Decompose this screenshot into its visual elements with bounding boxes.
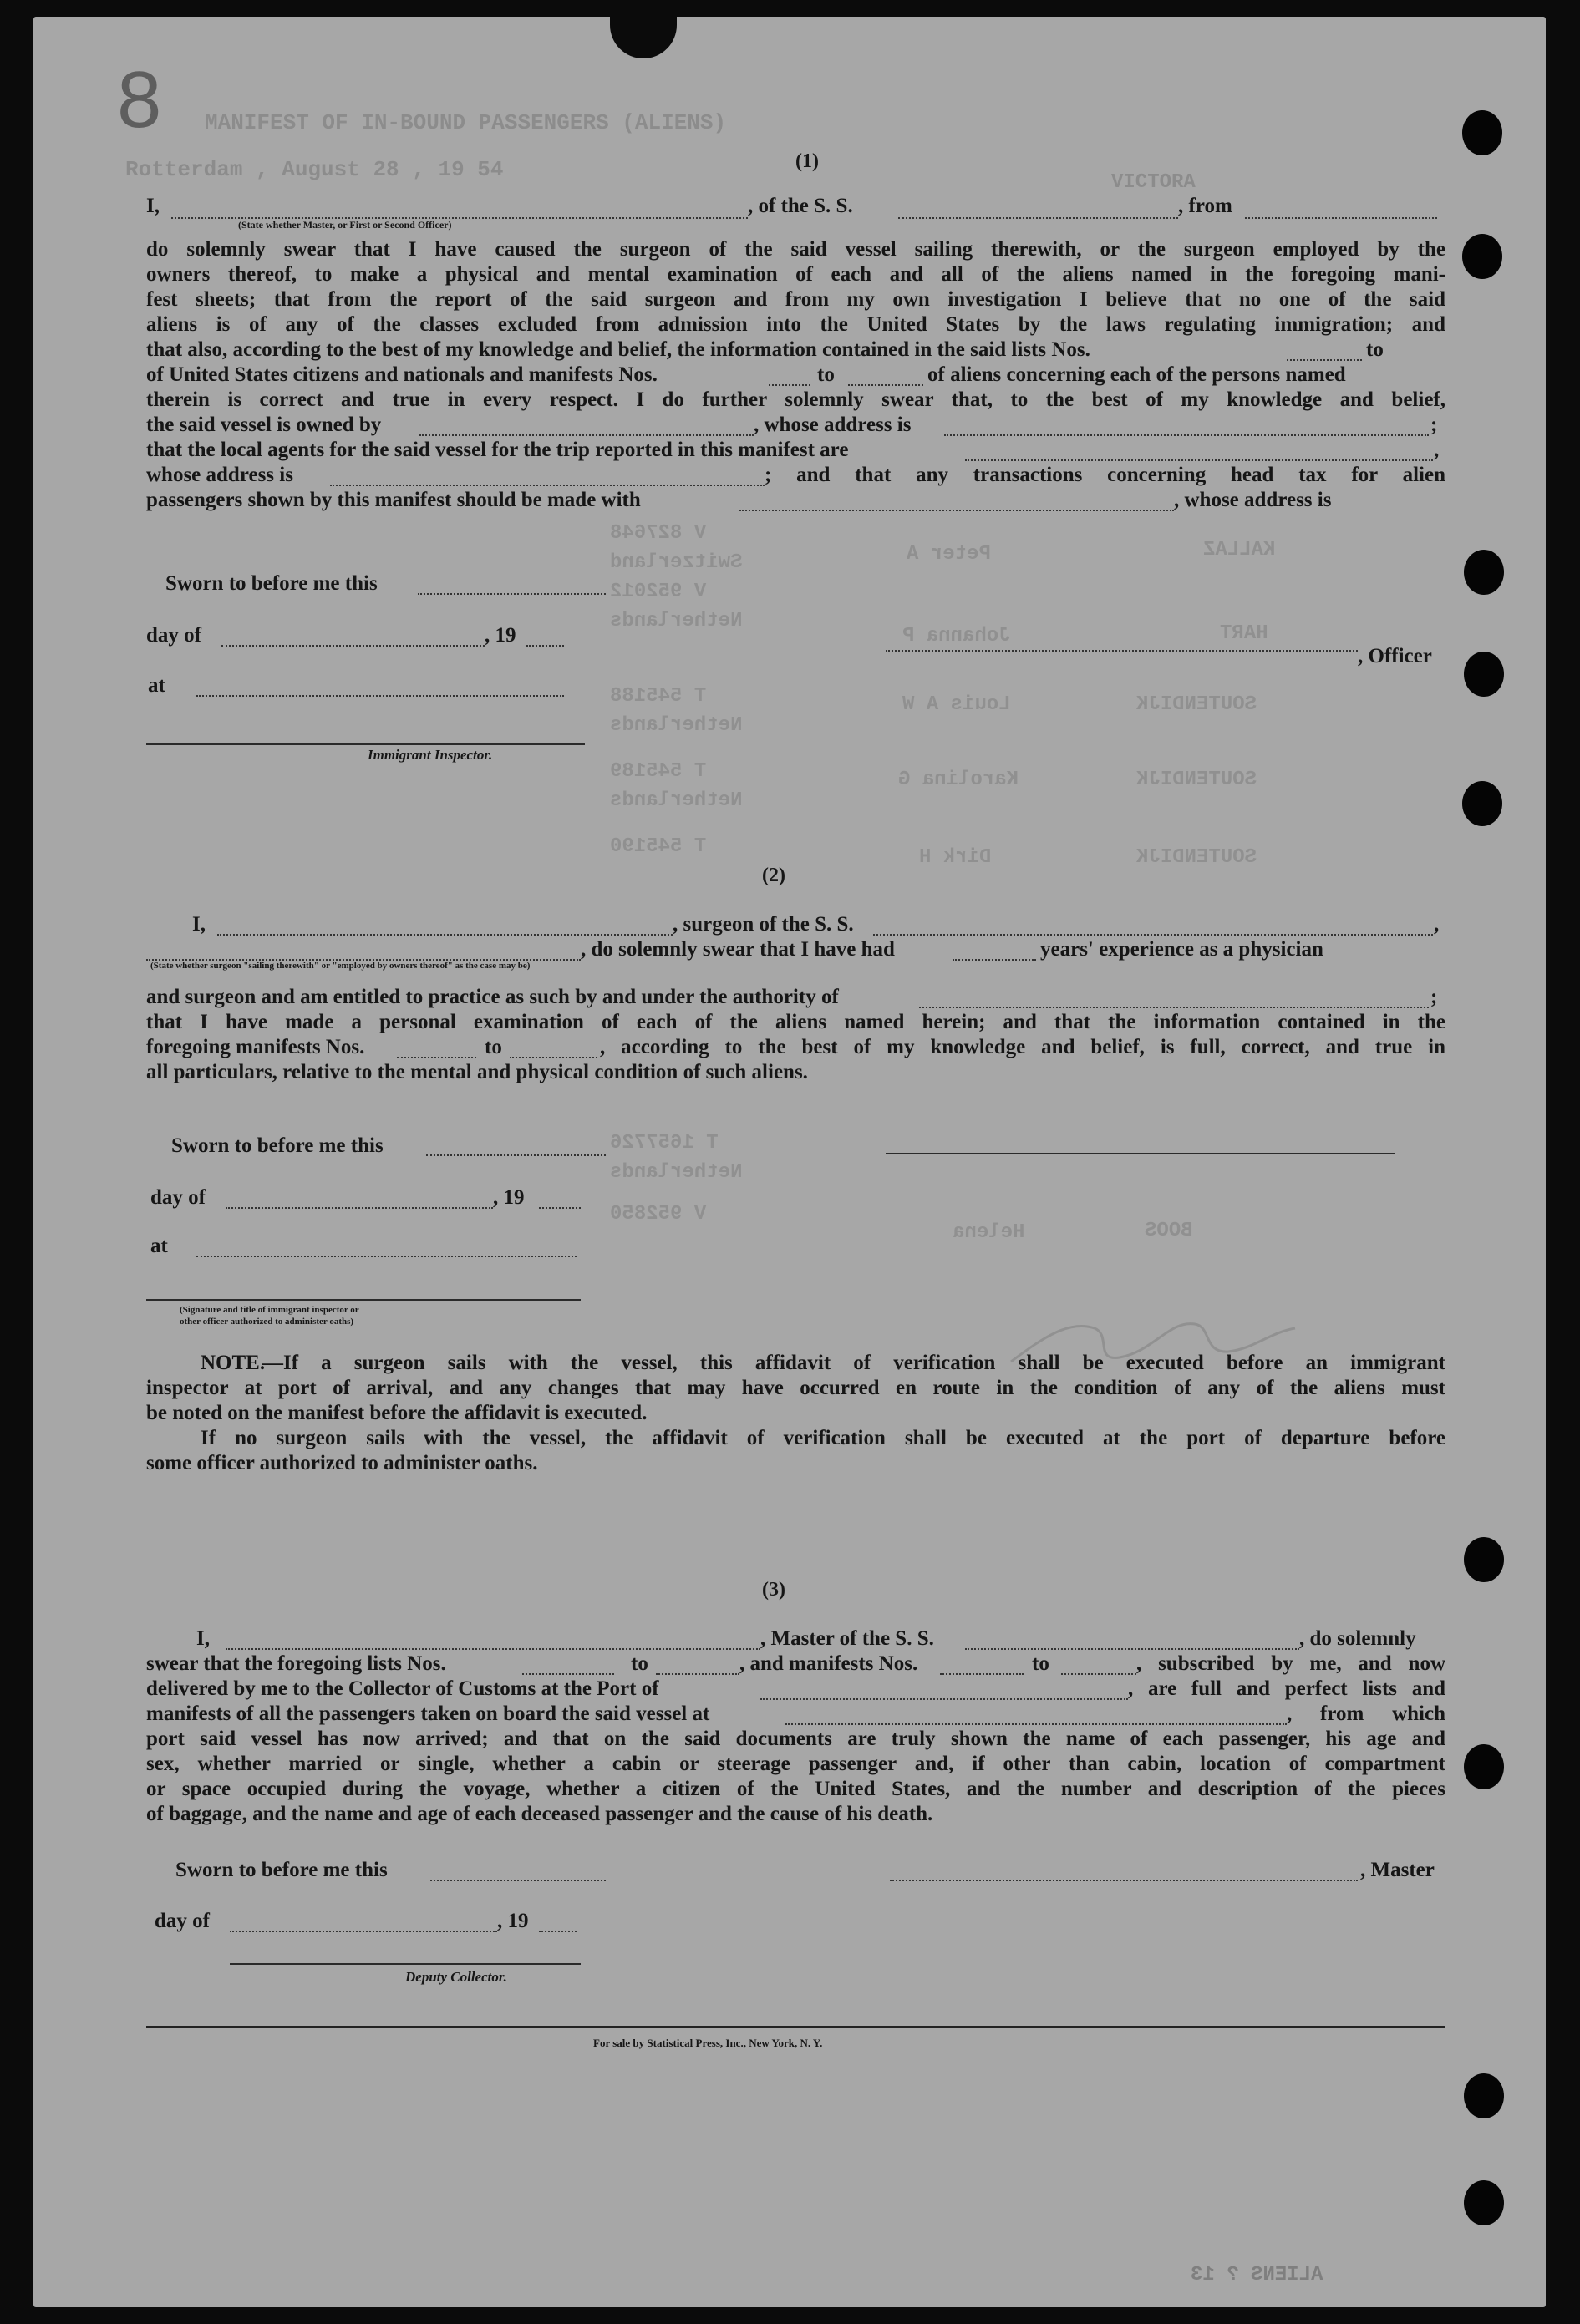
bleed-text: T 1657726 bbox=[610, 1132, 719, 1154]
bleed-text: Netherlands bbox=[610, 610, 743, 632]
day-blank bbox=[221, 645, 485, 647]
i-label: I, bbox=[146, 195, 160, 217]
comma: , bbox=[1434, 913, 1440, 936]
bottom-mark: ALIENS ? 13 bbox=[1191, 2264, 1323, 2286]
lists-text: that also, according to the best of my knowledge and belief, the information contained in the said lists Nos. bbox=[146, 338, 1090, 361]
bleed-text: Peter A bbox=[907, 543, 991, 566]
punch-hole bbox=[1464, 2180, 1504, 2225]
inspector-signature-line bbox=[146, 743, 585, 745]
bleed-text: SOUTENDIJK bbox=[1136, 693, 1257, 716]
manifest-from-blank bbox=[397, 1057, 476, 1058]
inspector-label: Immigrant Inspector. bbox=[368, 747, 493, 763]
lists-from-blank bbox=[522, 1673, 614, 1675]
faint-signature bbox=[994, 1286, 1312, 1378]
at-blank bbox=[196, 1256, 577, 1257]
master-ship-blank bbox=[965, 1648, 1299, 1650]
lists-text: swear that the foregoing lists Nos. bbox=[146, 1652, 446, 1675]
master-ss-label: , Master of the S. S. bbox=[760, 1627, 934, 1650]
to-label: to bbox=[1366, 338, 1384, 361]
passengers-text: passengers shown by this manifest should be made with bbox=[146, 489, 641, 511]
signature-caption: (Signature and title of immigrant inspector or bbox=[180, 1305, 359, 1315]
head-tax-text: ; and that any transactions concerning head tax for alien bbox=[765, 464, 1445, 486]
note-line: be noted on the manifest before the affidavit is executed. bbox=[146, 1402, 648, 1424]
perfect-lists-text: , are full and perfect lists and bbox=[1128, 1677, 1445, 1700]
sworn-blank bbox=[418, 593, 606, 595]
manifests-text: foregoing manifests Nos. bbox=[146, 1036, 365, 1058]
from-which-text: , from which bbox=[1287, 1702, 1445, 1725]
signature-caption: other officer authorized to administer oaths) bbox=[180, 1317, 354, 1327]
master-signature-blank bbox=[890, 1880, 1358, 1881]
at-blank bbox=[196, 695, 564, 697]
sworn-label: Sworn to before me this bbox=[175, 1859, 388, 1881]
day-of-label: day of bbox=[146, 624, 201, 647]
affidavit1-line: fest sheets; that from the report of the said surgeon and from my own investigation I believe that no one of the said bbox=[146, 288, 1445, 311]
affidavit1-line: therein is correct and true in every respect. I do further solemnly swear that, to the best of my knowledge and belief, bbox=[146, 388, 1445, 411]
bleed-text: Netherlands bbox=[610, 714, 743, 737]
do-solemnly-label: , do solemnly bbox=[1299, 1627, 1416, 1650]
lists-to-blank bbox=[656, 1673, 739, 1675]
manifest-to-blank bbox=[510, 1057, 597, 1058]
manifest-page bbox=[33, 17, 1546, 2307]
at-label: at bbox=[150, 1235, 168, 1257]
address-text: , whose address is bbox=[1174, 489, 1332, 511]
punch-hole bbox=[1464, 652, 1504, 697]
from-port-blank bbox=[1245, 217, 1437, 219]
affidavit3-line: sex, whether married or single, whether a cabin or steerage passenger and, if other than cabin, location of compartment bbox=[146, 1753, 1445, 1775]
paper-notch bbox=[610, 17, 677, 58]
bleed-text: Netherlands bbox=[610, 1161, 743, 1184]
owner-blank bbox=[419, 434, 754, 436]
agents-address-text: whose address is bbox=[146, 464, 293, 486]
citizens-text: of United States citizens and nationals and manifests Nos. bbox=[146, 363, 658, 386]
owned-text: the said vessel is owned by bbox=[146, 414, 382, 436]
to-label: to bbox=[631, 1652, 648, 1675]
authority-blank bbox=[919, 1007, 1429, 1008]
to-label: to bbox=[1032, 1652, 1049, 1675]
day-blank bbox=[230, 1931, 497, 1932]
affidavit1-line: owners thereof, to make a physical and mental examination of each and all of the aliens named in the foregoing mani- bbox=[146, 263, 1445, 286]
bleed-text: Netherlands bbox=[610, 789, 743, 812]
head-tax-agent-blank bbox=[739, 510, 1174, 511]
note-line: —If a surgeon sails with the vessel, this affidavit of verification shall be executed before an immigrant bbox=[262, 1352, 1445, 1374]
manifests-label: , and manifests Nos. bbox=[739, 1652, 918, 1675]
list-from-blank bbox=[1287, 359, 1362, 361]
faint-port-date: Rotterdam , August 28 , 19 54 bbox=[125, 157, 504, 182]
from-label: , from bbox=[1178, 195, 1232, 217]
section-number-2: (2) bbox=[762, 865, 785, 886]
bleed-text: BOOS bbox=[1145, 1220, 1193, 1242]
bleed-text: KALLAZ bbox=[1203, 539, 1276, 561]
semicolon: ; bbox=[1430, 986, 1438, 1008]
punch-hole bbox=[1464, 1744, 1504, 1789]
bleed-text: Switzerland bbox=[610, 551, 743, 574]
subscribed-text: , subscribed by me, and now bbox=[1136, 1652, 1445, 1675]
semicolon: ; bbox=[1430, 414, 1438, 436]
surgeon-signature-line bbox=[886, 1153, 1395, 1154]
bleed-text: T 545188 bbox=[610, 685, 707, 708]
boarding-port-blank bbox=[785, 1723, 1287, 1725]
bleed-text: HART bbox=[1220, 622, 1268, 645]
note-line: inspector at port of arrival, and any changes that may have occurred en route in the condition of any of the aliens must bbox=[146, 1377, 1445, 1399]
punch-hole bbox=[1464, 1537, 1504, 1582]
owner-address-blank bbox=[944, 434, 1429, 436]
surgeon-ss-label: , surgeon of the S. S. bbox=[673, 913, 854, 936]
at-label: at bbox=[148, 674, 165, 697]
bleed-text: SOUTENDIJK bbox=[1136, 846, 1257, 869]
note-line: some officer authorized to administer oaths. bbox=[146, 1452, 538, 1474]
bleed-text: Dirk H bbox=[919, 846, 992, 869]
note-label: NOTE. bbox=[201, 1352, 266, 1374]
surgeon-name-blank bbox=[217, 934, 673, 936]
i-label: I, bbox=[192, 913, 206, 936]
punch-hole bbox=[1464, 2073, 1504, 2118]
punch-hole bbox=[1464, 550, 1504, 595]
ship-name-blank bbox=[898, 217, 1178, 219]
bleed-text: V 952850 bbox=[610, 1203, 707, 1225]
faint-manifest-title: MANIFEST OF IN-BOUND PASSENGERS (ALIENS) bbox=[205, 110, 727, 135]
bleed-text: Helena bbox=[953, 1221, 1025, 1244]
section-number-1: (1) bbox=[795, 150, 819, 172]
sworn-blank bbox=[430, 1880, 606, 1881]
bleed-text: V 952012 bbox=[610, 581, 707, 603]
year-blank bbox=[526, 645, 564, 647]
comma: , bbox=[1434, 439, 1440, 461]
manifest-to-blank bbox=[848, 384, 923, 386]
surgeon-caption: (State whether surgeon "sailing therewith" or "employed by owners thereof" as the case may be) bbox=[150, 961, 531, 971]
affidavit3-line: or space occupied during the voyage, whether a citizen of the United States, and the number and description of the pieces bbox=[146, 1778, 1445, 1800]
master-label: , Master bbox=[1360, 1859, 1435, 1881]
years-blank bbox=[953, 959, 1036, 961]
signature-line bbox=[146, 1299, 581, 1301]
punch-hole bbox=[1462, 110, 1502, 155]
printer-credit: For sale by Statistical Press, Inc., New York, N. Y. bbox=[593, 2037, 823, 2049]
year-blank bbox=[539, 1931, 577, 1932]
agents-blank bbox=[965, 459, 1433, 461]
year-label: , 19 bbox=[485, 624, 516, 647]
surgeon-ship-blank bbox=[873, 934, 1433, 936]
bleed-text: SOUTENDIJK bbox=[1136, 769, 1257, 791]
footer-rule bbox=[146, 2026, 1445, 2028]
affidavit1-line: do solemnly swear that I have caused the surgeon of the said vessel sailing therewith, or the surgeon employed by the bbox=[146, 238, 1445, 261]
officer-label: , Officer bbox=[1358, 645, 1432, 667]
bleed-text: Johanna P bbox=[902, 625, 1011, 647]
belief-text: , according to the best of my knowledge and belief, is full, correct, and true in bbox=[600, 1036, 1445, 1058]
page-number: 8 bbox=[117, 55, 162, 145]
collector-signature-line bbox=[230, 1963, 581, 1965]
officer-signature-blank bbox=[886, 650, 1358, 652]
bleed-text: T 545190 bbox=[610, 835, 707, 858]
section-number-3: (3) bbox=[762, 1579, 785, 1601]
agents-address-blank bbox=[330, 485, 765, 486]
year-label: , 19 bbox=[497, 1910, 529, 1932]
note-line: If no surgeon sails with the vessel, the affidavit of verification shall be executed at the port of departure before bbox=[201, 1427, 1445, 1449]
affidavit3-line: port said vessel has now arrived; and that on the said documents are truly shown the name of each passenger, his age and bbox=[146, 1728, 1445, 1750]
faint-ship-name: VICTORA bbox=[1111, 171, 1196, 194]
manifests-to-blank bbox=[1061, 1673, 1136, 1675]
bleed-text: Louis A W bbox=[902, 693, 1011, 716]
affidavit2-line: that I have made a personal examination of each of the aliens named herein; and that the information contained in the bbox=[146, 1011, 1445, 1033]
year-label: , 19 bbox=[493, 1186, 525, 1209]
sworn-blank bbox=[426, 1154, 606, 1156]
bleed-text: Karolina G bbox=[898, 769, 1019, 791]
ss-label: , of the S. S. bbox=[748, 195, 853, 217]
port-blank bbox=[760, 1698, 1128, 1700]
aliens-text: of aliens concerning each of the persons named bbox=[927, 363, 1346, 386]
to-label: to bbox=[485, 1036, 502, 1058]
experience-text: years' experience as a physician bbox=[1040, 938, 1323, 961]
collector-text: delivered by me to the Collector of Customs at the Port of bbox=[146, 1677, 659, 1700]
affidavit3-line: of baggage, and the name and age of each deceased passenger and the cause of his death. bbox=[146, 1803, 933, 1825]
master-name-blank bbox=[226, 1648, 760, 1650]
punch-hole bbox=[1462, 781, 1502, 826]
officer-caption: (State whether Master, or First or Second Officer) bbox=[238, 219, 452, 231]
agents-text: that the local agents for the said vessel for the trip reported in this manifest are bbox=[146, 439, 849, 461]
authority-text: and surgeon and am entitled to practice as such by and under the authority of bbox=[146, 986, 839, 1008]
sworn-label: Sworn to before me this bbox=[165, 572, 378, 595]
manifest-from-blank bbox=[769, 384, 810, 386]
to-label: to bbox=[817, 363, 835, 386]
address-text: , whose address is bbox=[754, 414, 912, 436]
day-of-label: day of bbox=[150, 1186, 206, 1209]
manifests-from-blank bbox=[940, 1673, 1024, 1675]
swear-text: , do solemnly swear that I have had bbox=[581, 938, 895, 961]
bleed-text: V 827648 bbox=[610, 522, 707, 545]
particulars-text: all particulars, relative to the mental and physical condition of such aliens. bbox=[146, 1061, 808, 1083]
manifests-text: manifests of all the passengers taken on board the said vessel at bbox=[146, 1702, 710, 1725]
day-of-label: day of bbox=[155, 1910, 210, 1932]
punch-hole bbox=[1462, 234, 1502, 279]
year-blank bbox=[539, 1207, 581, 1209]
affidavit1-line: aliens is of any of the classes excluded from admission into the United States by the laws regulating immigration; and bbox=[146, 313, 1445, 336]
i-label: I, bbox=[196, 1627, 210, 1650]
sworn-label: Sworn to before me this bbox=[171, 1134, 384, 1157]
bleed-text: T 545189 bbox=[610, 760, 707, 783]
day-blank bbox=[226, 1207, 493, 1209]
collector-label: Deputy Collector. bbox=[405, 1969, 507, 1985]
